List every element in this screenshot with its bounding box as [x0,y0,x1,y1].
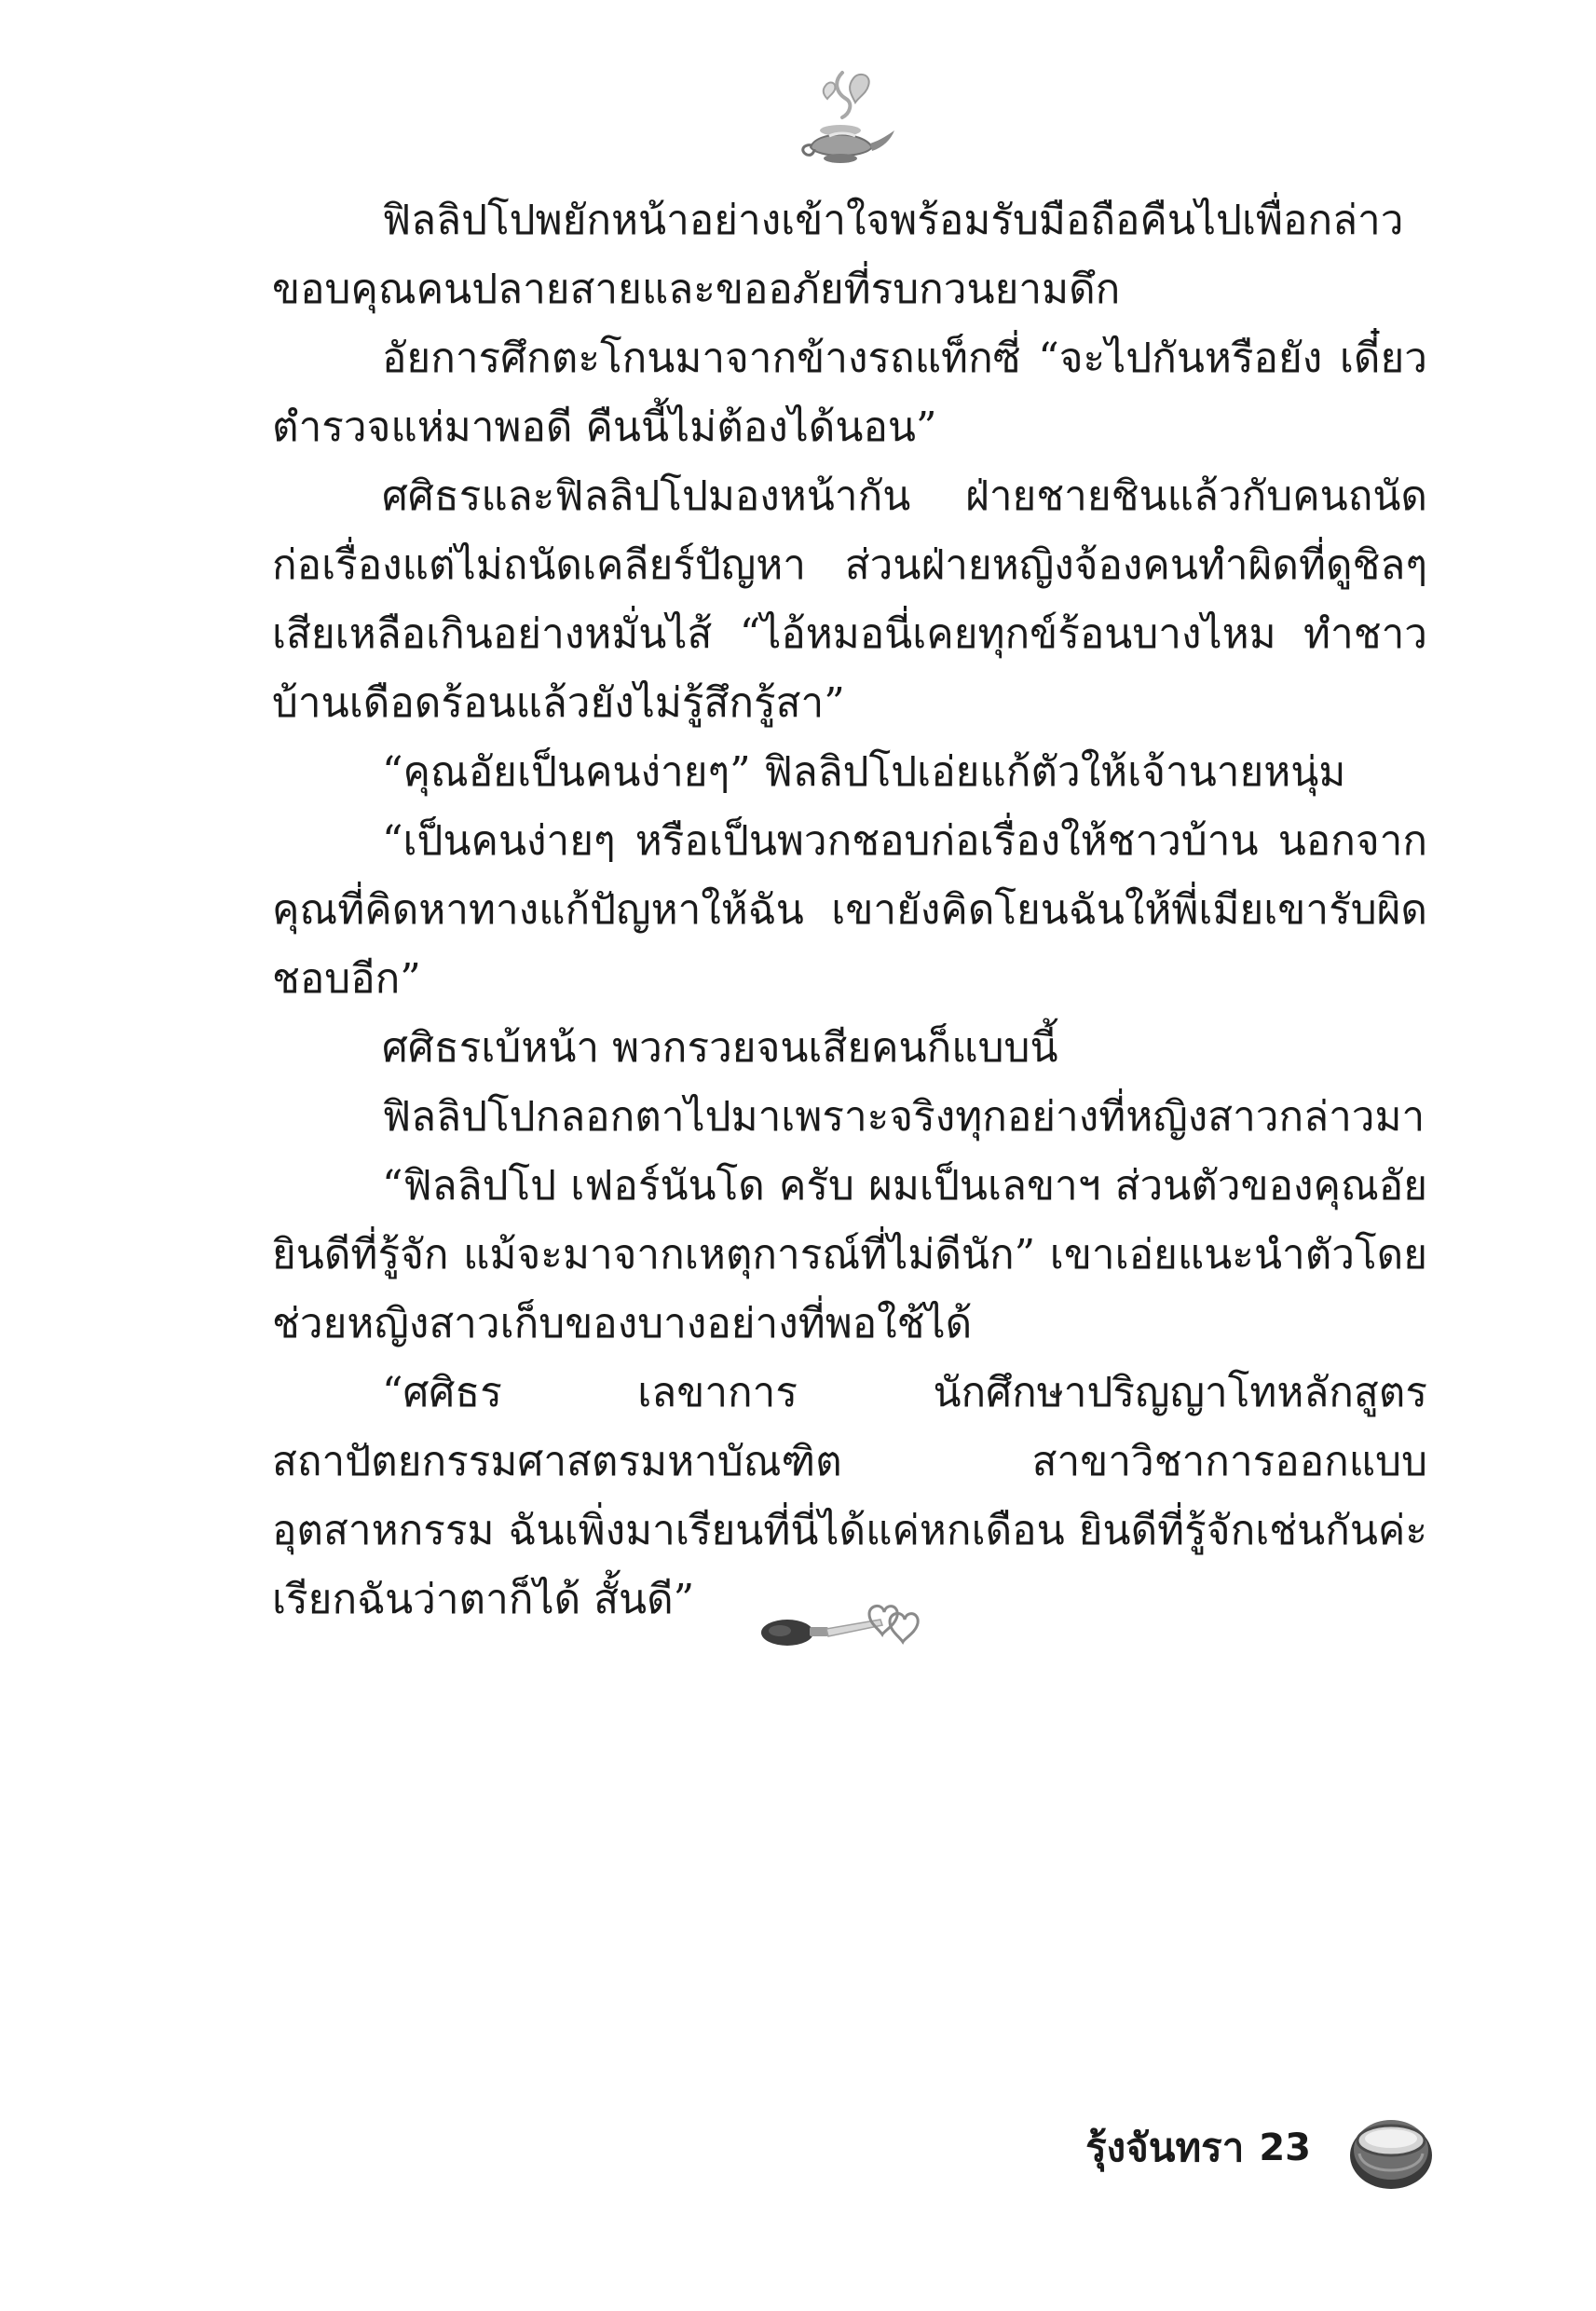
powder-compact-icon [1344,2101,1438,2195]
paragraph: อัยการศึกตะโกนมาจากข้างรถแท็กซี่ “จะไปกันหรือยัง เดี๋ยวตำรวจแห่มาพอดี คืนนี้ไม่ต้องได้นอน” [272,335,1427,451]
paragraph: ศศิธรและฟิลลิปโปมองหน้ากัน ฝ่ายชายชินแล้วกับคนถนัดก่อเรื่องแต่ไม่ถนัดเคลียร์ปัญหา ส่วนฝ่ายหญิงจ้องคนทำผิดที่ดูชิลๆ เสียเหลือเกินอย่างหมั่นไส้ “ไอ้หมอนี่เคยทุกข์ร้อนบางไหม ทำชาวบ้านเดือดร้อนแล้วยังไม่รู้สึกรู้สา” [272,472,1427,727]
paragraph: ศศิธรเบ้หน้า พวกรวยจนเสียคนก็แบบนี้ [382,1024,1058,1072]
paragraph: “ศศิธร เลขาการ นักศึกษาปริญญาโทหลักสูตรสถาปัตยกรรมศาสตรมหาบัณฑิต สาขาวิชาการออกแบบอุตสาหกรรม ฉันเพิ่งมาเรียนที่นี่ได้แค่หกเดือน ยินดีที่รู้จักเช่นกันค่ะ เรียกฉันว่าตาก็ได้ สั้นดี” [272,1369,1427,1623]
genie-lamp-icon [788,65,900,177]
page-number: 23 [1259,2126,1311,2169]
running-title: รุ้งจันทรา [1085,2125,1245,2170]
page-footer [1085,2101,1438,2195]
paragraph: ฟิลลิปโปพยักหน้าอย่างเข้าใจพร้อมรับมือถือคืนไปเพื่อกล่าวขอบคุณคนปลายสายและขออภัยที่รบกวนยามดึก [272,197,1404,313]
paragraph: “เป็นคนง่ายๆ หรือเป็นพวกชอบก่อเรื่องให้ชาวบ้าน นอกจากคุณที่คิดหาทางแก้ปัญหาให้ฉัน เขายังคิดโยนฉันให้พี่เมียเขารับผิดชอบอีก” [272,817,1427,1003]
paragraph: “ฟิลลิปโป เฟอร์นันโด ครับ ผมเป็นเลขาฯ ส่วนตัวของคุณอัย ยินดีที่รู้จัก แม้จะมาจากเหตุการณ์ที่ไม่ดีนัก” เขาเอ่ยแนะนำตัวโดยช่วยหญิงสาวเก็บของบางอย่างที่พอใช้ได้ [272,1162,1427,1347]
makeup-brush-hearts-icon [759,1593,936,1659]
paragraph: “คุณอัยเป็นคนง่ายๆ” ฟิลลิปโปเอ่ยแก้ตัวให้เจ้านายหนุ่ม [382,748,1346,796]
paragraph: ฟิลลิปโปกลอกตาไปมาเพราะจริงทุกอย่างที่หญิงสาวกล่าวมา [382,1093,1425,1141]
body-text [272,186,1427,1634]
